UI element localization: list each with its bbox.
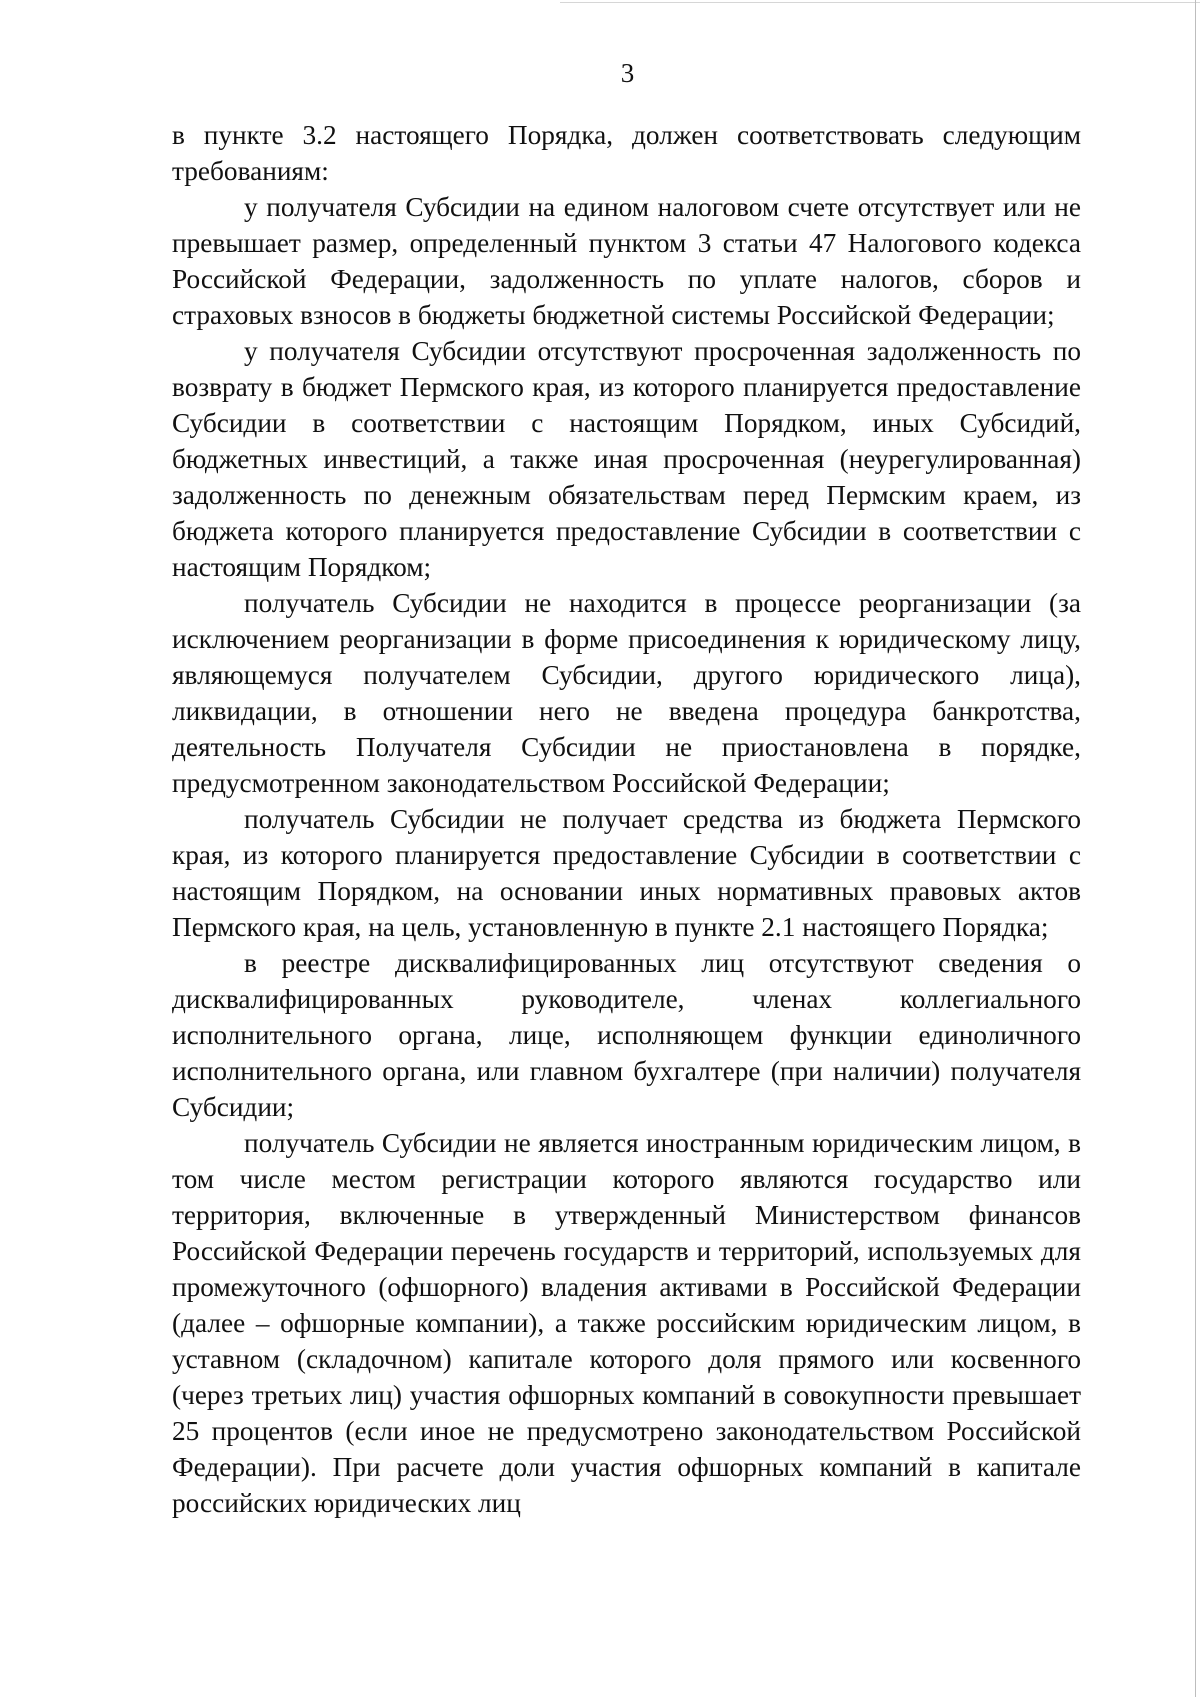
paragraph: в реестре дисквалифицированных лиц отсутствуют сведения о дисквалифицированных руководителе, членах коллегиального исполнительного органа, лице, исполняющем функции единоличного исполнительного органа, или главном бухгалтере (при наличии) получателя Субсидии; xyxy=(172,948,1081,1122)
paragraph: у получателя Субсидии отсутствуют просроченная задолженность по возврату в бюджет Пермского края, из которого планируется предоставление Субсидии в соответствии с настоящим Порядком, иных Субсидий, бюджетных инвестиций, а также иная просроченная (неурегулированная) задолженность по денежным обязательствам перед Пермским краем, из бюджета которого планируется предоставление Субсидии в соответствии с настоящим Порядком; xyxy=(172,336,1081,582)
paragraph: у получателя Субсидии на едином налоговом счете отсутствует или не превышает размер, определенный пунктом 3 статьи 47 Налогового кодекса Российской Федерации, задолженность по уплате налогов, сборов и страховых взносов в бюджеты бюджетной системы Российской Федерации; xyxy=(172,192,1081,330)
paragraph: получатель Субсидии не получает средства из бюджета Пермского края, из которого планируется предоставление Субсидии в соответствии с настоящим Порядком, на основании иных нормативных правовых актов Пермского края, на цель, установленную в пункте 2.1 настоящего Порядка; xyxy=(172,804,1081,942)
scan-edge-right xyxy=(1195,0,1196,1697)
paragraph: получатель Субсидии не является иностранным юридическим лицом, в том числе местом регистрации которого являются государство или территория, включенные в утвержденный Министерством финансов Российской Федерации перечень государств и территорий, используемых для промежуточного (офшорного) владения активами в Российской Федерации (далее – офшорные компании), а также российским юридическим лицом, в уставном (складочном) капитале которого доля прямого или косвенного (через третьих лиц) участия офшорных компаний в совокупности превышает 25 процентов (если иное не предусмотрено законодательством Российской Федерации). При расчете доли участия офшорных компаний в капитале российских юридических лиц xyxy=(172,1128,1081,1518)
document-body xyxy=(172,117,1081,1521)
page-number: 3 xyxy=(620,58,635,88)
paragraph: в пункте 3.2 настоящего Порядка, должен соответствовать следующим требованиям: xyxy=(172,120,1081,186)
scan-edge-top xyxy=(560,2,1200,3)
paragraph: получатель Субсидии не находится в процессе реорганизации (за исключением реорганизации в форме присоединения к юридическому лицу, являющемуся получателем Субсидии, другого юридического лица), ликвидации, в отношении него не введена процедура банкротства, деятельность Получателя Субсидии не приостановлена в порядке, предусмотренном законодательством Российской Федерации; xyxy=(172,588,1081,798)
